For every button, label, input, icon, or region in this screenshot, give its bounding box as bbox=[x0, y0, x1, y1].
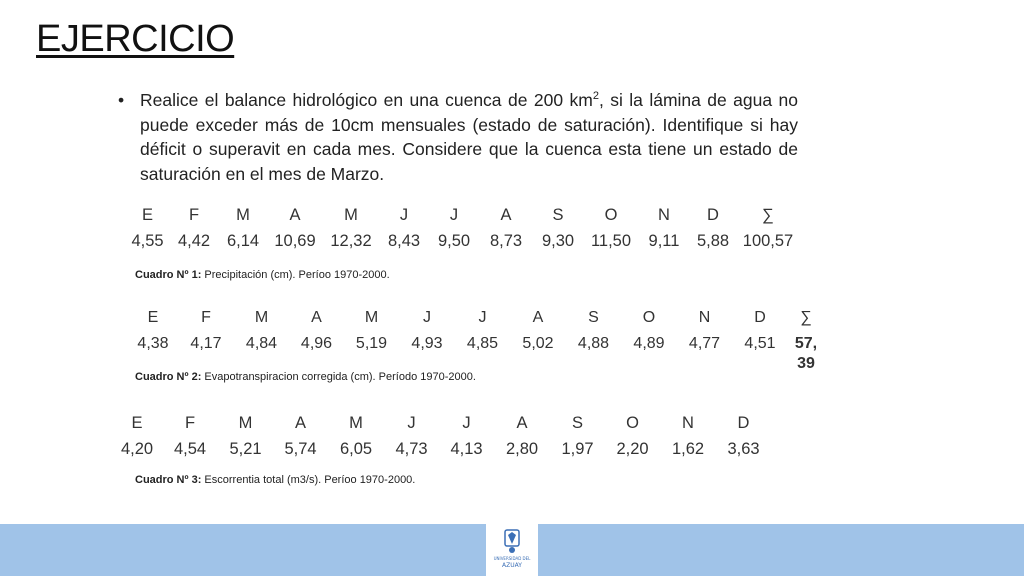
value-cell: 4,51 bbox=[744, 335, 776, 352]
value-cell: 5,74 bbox=[284, 439, 317, 458]
month-header: A bbox=[532, 309, 544, 326]
table-value-row bbox=[112, 436, 771, 462]
month-header: A bbox=[516, 413, 528, 432]
university-logo bbox=[486, 522, 538, 576]
value-cell: 4,84 bbox=[245, 335, 278, 352]
value-cell: 1,97 bbox=[561, 439, 594, 458]
month-header: M bbox=[344, 205, 358, 224]
value-cell: 10,69 bbox=[274, 231, 316, 250]
value-cell: 4,13 bbox=[450, 439, 483, 458]
value-cell: 11,50 bbox=[590, 231, 632, 250]
university-logo-icon bbox=[490, 526, 534, 572]
month-header: J bbox=[399, 205, 409, 224]
table2-caption: Cuadro Nº 2: Evapotranspiracion corregida (cm). Período 1970-2000. bbox=[135, 371, 476, 383]
month-header: O bbox=[626, 413, 639, 432]
value-cell: 9,11 bbox=[648, 231, 680, 250]
value-cell: 12,32 bbox=[330, 231, 372, 250]
value-cell: 4,54 bbox=[173, 439, 207, 458]
superscript-2: 2 bbox=[592, 90, 599, 103]
value-cell: 1,62 bbox=[671, 439, 705, 458]
month-header: F bbox=[184, 413, 196, 432]
value-cell: 2,20 bbox=[616, 439, 649, 458]
table-header-row bbox=[128, 305, 824, 331]
bullet-icon: • bbox=[118, 90, 125, 110]
value-cell: 4,42 bbox=[177, 231, 211, 250]
table-value-row bbox=[128, 331, 824, 357]
month-header: J bbox=[462, 413, 471, 432]
month-header: M bbox=[254, 309, 269, 326]
precipitation-table bbox=[126, 202, 799, 254]
month-header: J bbox=[423, 309, 431, 326]
month-header: S bbox=[588, 309, 599, 326]
month-header: N bbox=[658, 205, 670, 224]
table1-caption: Cuadro Nº 1: Precipitación (cm). Períoo 1970-2000. bbox=[135, 269, 390, 281]
value-cell: 3,63 bbox=[727, 439, 760, 458]
value-cell: 4,77 bbox=[688, 335, 721, 352]
month-header: S bbox=[571, 413, 583, 432]
month-header: M bbox=[349, 413, 363, 432]
month-header: J bbox=[407, 413, 416, 432]
value-cell: 4,96 bbox=[300, 335, 333, 352]
sum-header: ∑ bbox=[762, 205, 774, 224]
value-cell: 5,21 bbox=[229, 439, 262, 458]
value-cell: 8,43 bbox=[387, 231, 421, 250]
value-cell: 4,93 bbox=[411, 335, 443, 352]
month-header: M bbox=[236, 205, 250, 224]
table-header-row bbox=[126, 202, 799, 228]
month-header: O bbox=[642, 309, 656, 326]
value-cell: 4,88 bbox=[577, 335, 610, 352]
value-cell: 4,38 bbox=[137, 335, 169, 352]
sum-cell-continued: 39 bbox=[797, 355, 815, 372]
month-header: M bbox=[238, 413, 253, 432]
exercise-statement bbox=[118, 88, 798, 186]
logo-text-line1: UNIVERSIDAD DEL bbox=[493, 556, 531, 561]
sum-cell: 57, bbox=[794, 335, 818, 352]
value-cell: 5,02 bbox=[522, 335, 554, 352]
month-header: D bbox=[707, 205, 719, 224]
month-header: E bbox=[131, 413, 143, 432]
month-header: F bbox=[188, 205, 200, 224]
month-header: J bbox=[449, 205, 459, 224]
month-header: A bbox=[500, 205, 512, 224]
table-header-row bbox=[112, 410, 771, 436]
value-cell: 8,73 bbox=[489, 231, 523, 250]
month-header: S bbox=[552, 205, 564, 224]
month-header: F bbox=[201, 309, 211, 326]
value-cell: 4,89 bbox=[633, 335, 665, 352]
month-header: A bbox=[294, 413, 306, 432]
value-cell: 4,73 bbox=[395, 439, 428, 458]
sum-cell: 100,57 bbox=[742, 231, 794, 250]
value-cell: 4,20 bbox=[120, 439, 154, 458]
slide-title: EJERCICIO bbox=[36, 18, 235, 60]
value-cell: 6,05 bbox=[339, 439, 373, 458]
value-cell: 4,85 bbox=[466, 335, 499, 352]
month-header: A bbox=[289, 205, 301, 224]
value-cell: 5,88 bbox=[696, 231, 730, 250]
exercise-text: Realice el balance hidrológico en una cuenca de 200 $km^2$, si la lámina de agua no puede exceder más de 10cm mensuales (estado de saturación). Identifique si hay déficit o superavit en cada mes. Considere que la cuenca esta tiene un estado de saturación en el mes de Marzo. bbox=[140, 90, 798, 184]
month-header: D bbox=[737, 413, 750, 432]
month-header: A bbox=[311, 309, 322, 326]
month-header: O bbox=[604, 205, 618, 224]
sum-header: ∑ bbox=[800, 309, 812, 326]
runoff-table bbox=[112, 410, 771, 462]
value-cell: 4,55 bbox=[131, 231, 164, 250]
value-cell: 2,80 bbox=[505, 439, 539, 458]
month-header: M bbox=[364, 309, 379, 326]
month-header: J bbox=[478, 309, 487, 326]
value-cell: 5,19 bbox=[355, 335, 388, 352]
month-header: E bbox=[141, 205, 153, 224]
month-header: D bbox=[754, 309, 766, 326]
table-value-row bbox=[126, 228, 799, 254]
month-header: N bbox=[698, 309, 711, 326]
value-cell: 9,50 bbox=[437, 231, 471, 250]
value-cell: 9,30 bbox=[541, 231, 575, 250]
value-cell: 6,14 bbox=[226, 231, 260, 250]
logo-text-line2: AZUAY bbox=[502, 562, 522, 569]
month-header: E bbox=[147, 309, 159, 326]
table3-caption: Cuadro Nº 3: Escorrentia total (m3/s). Períoo 1970-2000. bbox=[135, 474, 416, 486]
month-header: N bbox=[682, 413, 694, 432]
value-cell: 4,17 bbox=[190, 335, 222, 352]
